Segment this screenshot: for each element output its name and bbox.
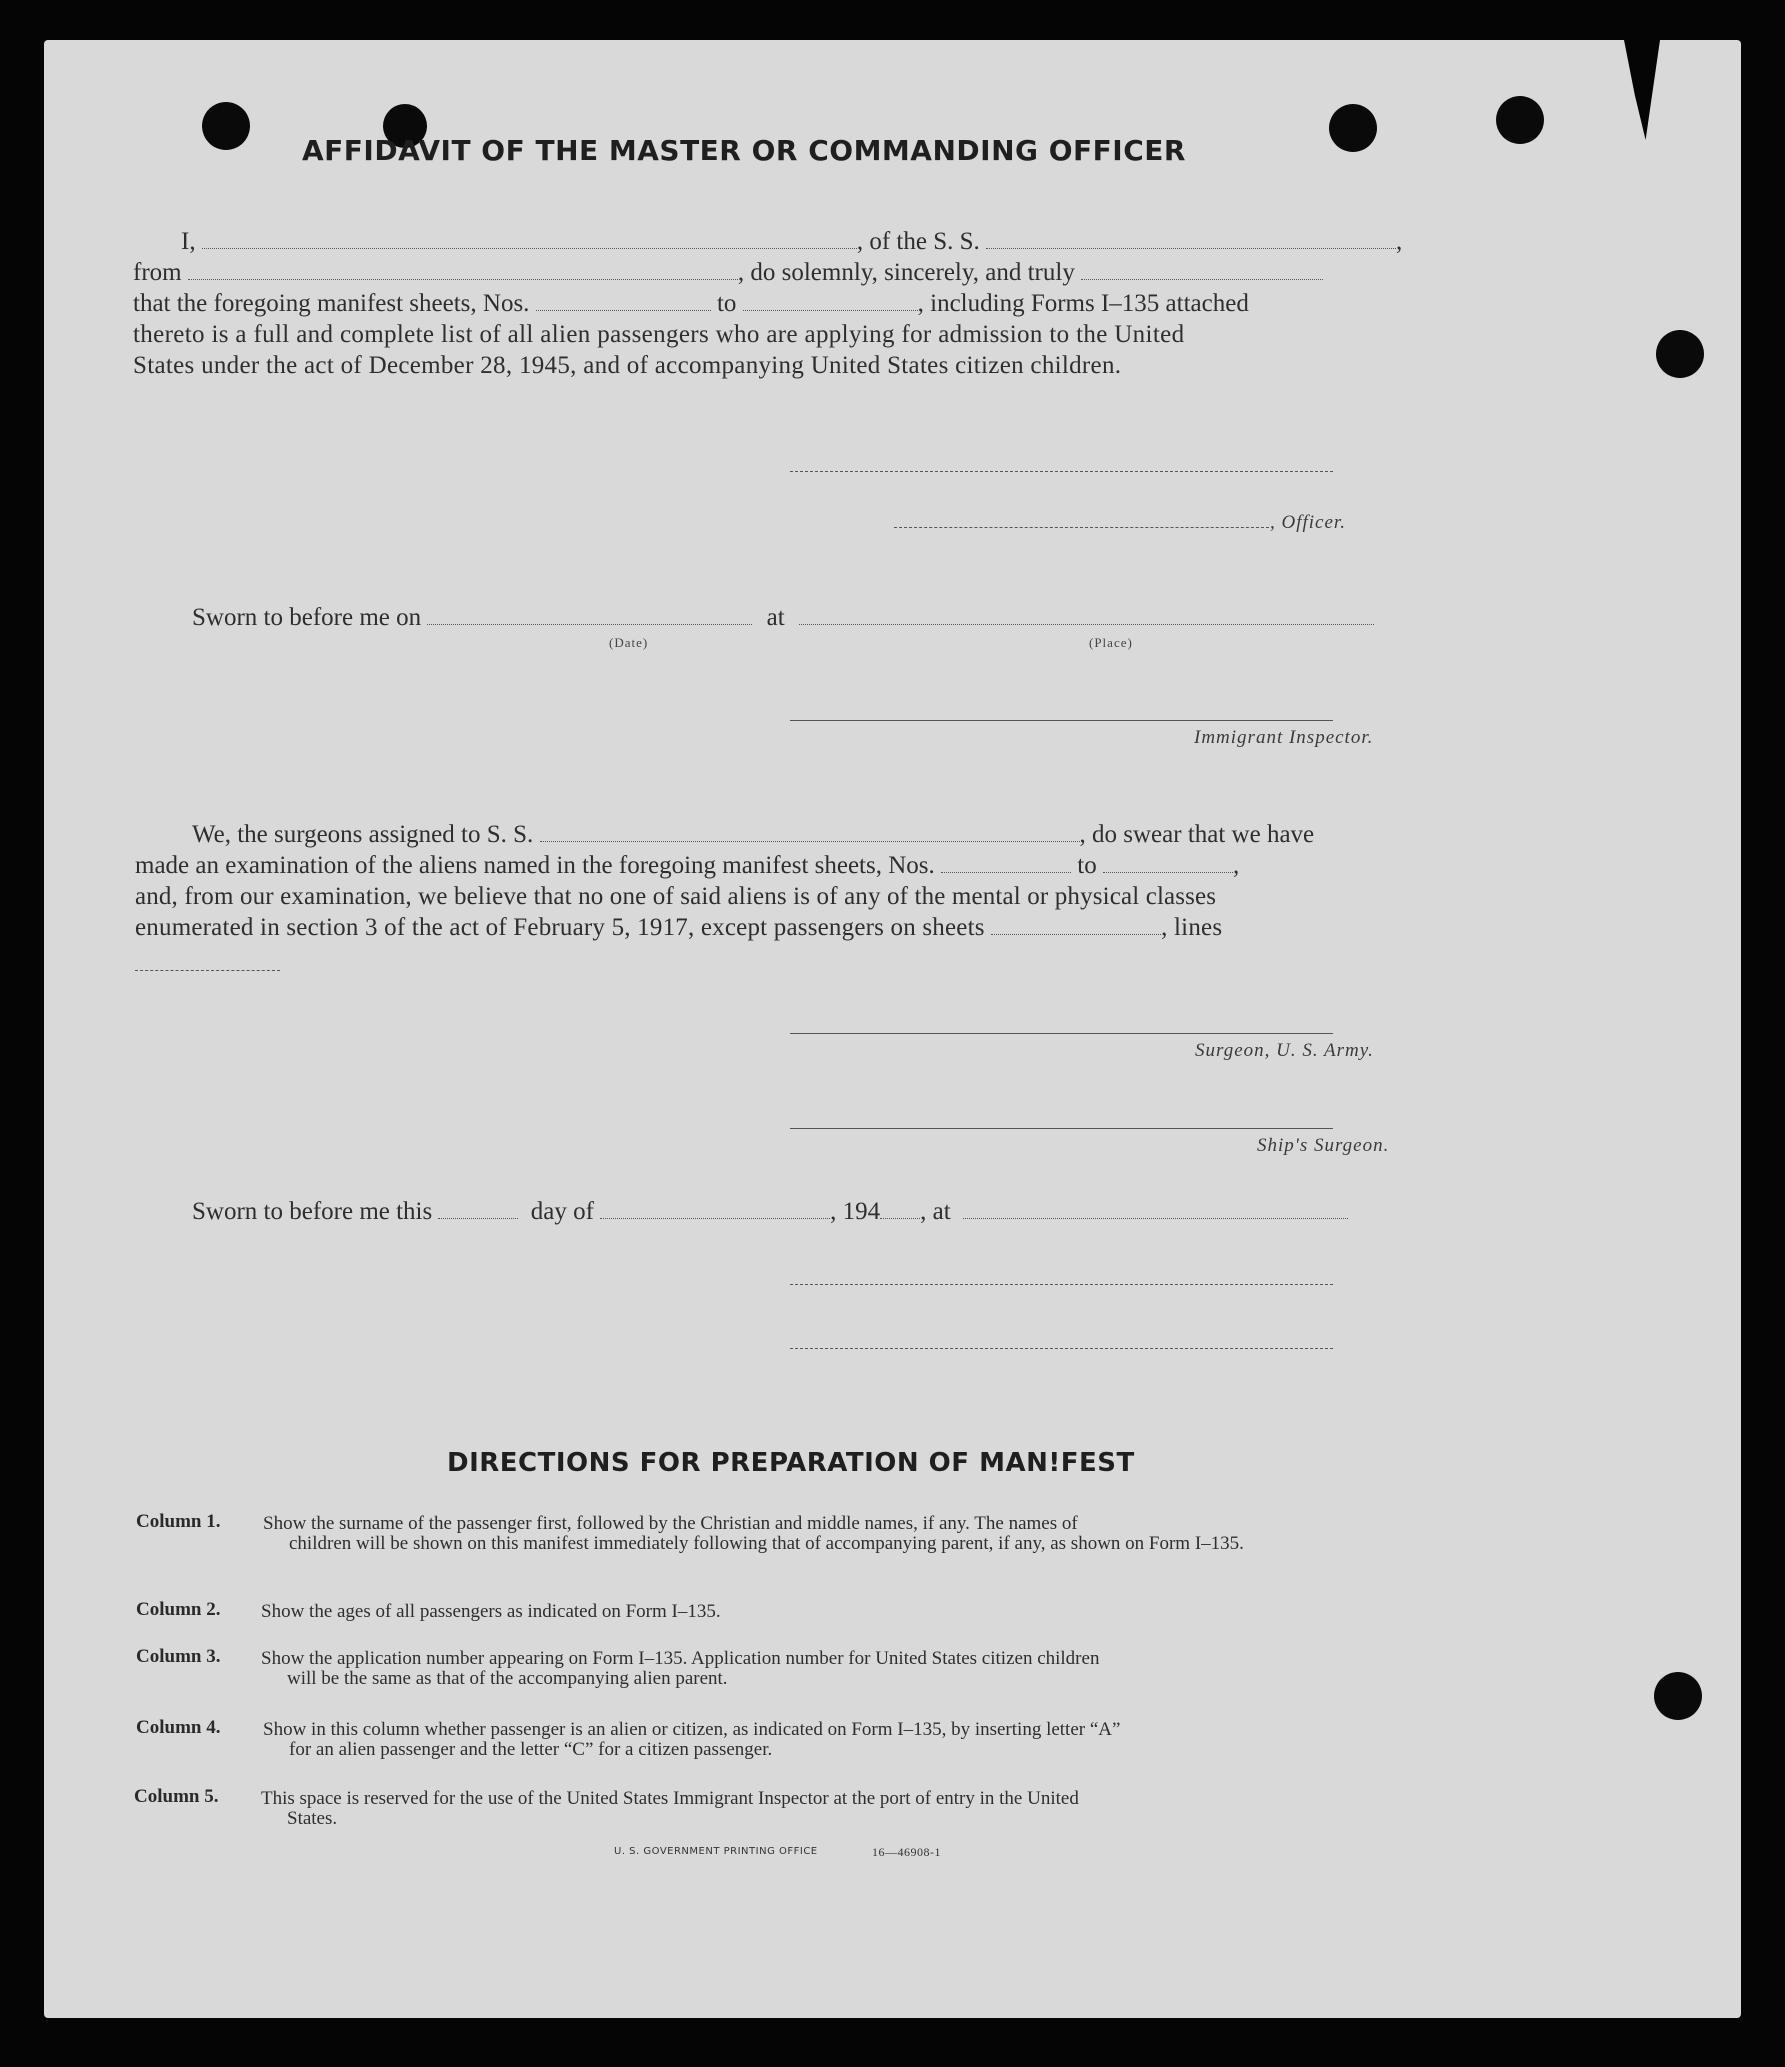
surgeons-line-3: and, from our examination, we believe that no one of said aliens is of any of the mental or physical classes [135, 883, 1217, 910]
ship-name-field[interactable] [986, 247, 1396, 249]
ship-surgeon-label: Ship's Surgeon. [1257, 1135, 1390, 1156]
column-4-text: Show in this column whether passenger is an alien or citizen, as indicated on Form I–135, by inserting letter “A” for an alien passenger and the letter “C” for a citizen passenger. [263, 1719, 1121, 1760]
surgeon-ship-field[interactable] [540, 840, 1080, 842]
army-surgeon-label: Surgeon, U. S. Army. [1195, 1040, 1374, 1061]
directions-title: DIRECTIONS FOR PREPARATION OF MAN!FEST [447, 1448, 1135, 1478]
column-2-text: Show the ages of all passengers as indicated on Form I–135. [261, 1601, 721, 1622]
army-surgeon-signature-line[interactable] [790, 1033, 1333, 1034]
inspector-title-line-2[interactable] [790, 1348, 1333, 1349]
surgeons-line-1 [192, 819, 1314, 850]
inspector-signature-line[interactable] [790, 720, 1333, 721]
column-5-label: Column 5. [134, 1786, 219, 1807]
sheet-to-field[interactable] [743, 309, 918, 311]
text-sworn-this: Sworn to before me this [192, 1198, 433, 1225]
officer-name-field[interactable] [202, 247, 857, 249]
document-page [44, 40, 1741, 2018]
text-194: , 194 [830, 1198, 881, 1225]
text-at: at [766, 604, 785, 631]
affidavit-line-4: thereto is a full and complete list of all alien passengers who are applying for admission to the United [133, 321, 1185, 348]
surgeons-line-2 [135, 850, 1239, 881]
column-1-text: Show the surname of the passenger first, followed by the Christian and middle names, if any. The names of children will be shown on this manifest immediately following that of accompanying parent, if any, as shown on Form I–135. [263, 1513, 1244, 1554]
text-comma-2: , [1232, 852, 1240, 879]
text-enumerated: enumerated in section 3 of the act of February 5, 1917, except passengers on sheets [135, 914, 985, 941]
text-of-ss: , of the S. S. [856, 228, 980, 255]
from-port-field[interactable] [188, 278, 738, 280]
sheet-from-field[interactable] [536, 309, 711, 311]
text-that: that the foregoing manifest sheets, Nos. [133, 290, 530, 317]
ship-surgeon-signature-line[interactable] [790, 1128, 1333, 1129]
affidavit-line-1 [181, 226, 1402, 257]
column-3-label: Column 3. [136, 1646, 221, 1667]
exam-sheet-from-field[interactable] [941, 871, 1071, 873]
sworn-day-field[interactable] [438, 1217, 518, 1219]
text-swear: , do swear that we have [1079, 821, 1315, 848]
text-sworn: Sworn to before me on [192, 604, 422, 631]
printer-imprint: U. S. GOVERNMENT PRINTING OFFICE [614, 1846, 818, 1857]
sworn-line-1 [192, 602, 1374, 633]
column-5-text: This space is reserved for the use of the United States Immigrant Inspector at the port of entry in the United States. [261, 1788, 1079, 1829]
exam-sheet-to-field[interactable] [1103, 871, 1233, 873]
column-4-label: Column 4. [136, 1717, 221, 1738]
affidavit-line-3 [133, 288, 1249, 319]
affidavit-form [44, 40, 1741, 2018]
text-at-2: , at [920, 1198, 951, 1225]
inspector-signature-line-2[interactable] [790, 1284, 1333, 1285]
text-comma: , [1396, 228, 1403, 255]
master-signature-line[interactable] [790, 471, 1333, 472]
text-to: to [716, 290, 737, 317]
sworn-year-field[interactable] [880, 1217, 920, 1219]
sworn-line-2 [192, 1196, 1348, 1227]
column-2-label: Column 2. [136, 1599, 221, 1620]
affidavit-line-5: States under the act of December 28, 1945, and of accompanying United States citizen children. [133, 352, 1122, 379]
officer-label: , Officer. [1270, 512, 1346, 533]
place-label: (Place) [1089, 635, 1133, 650]
text-solemnly: , do solemnly, sincerely, and truly [737, 259, 1075, 286]
column-3-text: Show the application number appearing on Form I–135. Application number for United States citizen children will be the same as that of the accompanying alien parent. [261, 1648, 1100, 1689]
affidavit-title: AFFIDAVIT OF THE MASTER OR COMMANDING OFFICER [302, 134, 1186, 167]
officer-signature-line[interactable] [894, 527, 1269, 528]
exception-sheets-field[interactable] [991, 933, 1161, 935]
column-1-label: Column 1. [136, 1511, 221, 1532]
inspector-label: Immigrant Inspector. [1194, 727, 1374, 748]
sworn-month-field[interactable] [600, 1217, 830, 1219]
text-examination: made an examination of the aliens named in the foregoing manifest sheets, Nos. [135, 852, 935, 879]
text-lines: , lines [1161, 914, 1223, 941]
text-from: from [133, 259, 182, 286]
surgeons-line-4 [135, 912, 1222, 943]
text-i: I, [181, 228, 196, 255]
sworn-place-field[interactable] [799, 623, 1374, 625]
form-code: 16—46908-1 [872, 1845, 941, 1859]
date-label: (Date) [609, 635, 649, 650]
affidavit-line-2 [133, 257, 1323, 288]
text-to-2: to [1077, 852, 1097, 879]
text-including: , including Forms I–135 attached [917, 290, 1249, 317]
sworn-place-field-2[interactable] [963, 1217, 1348, 1219]
text-day-of: day of [530, 1198, 594, 1225]
affirm-field[interactable] [1081, 278, 1323, 280]
exception-lines-field[interactable] [135, 970, 280, 971]
text-we: We, the surgeons assigned to S. S. [192, 821, 534, 848]
sworn-date-field[interactable] [427, 623, 752, 625]
